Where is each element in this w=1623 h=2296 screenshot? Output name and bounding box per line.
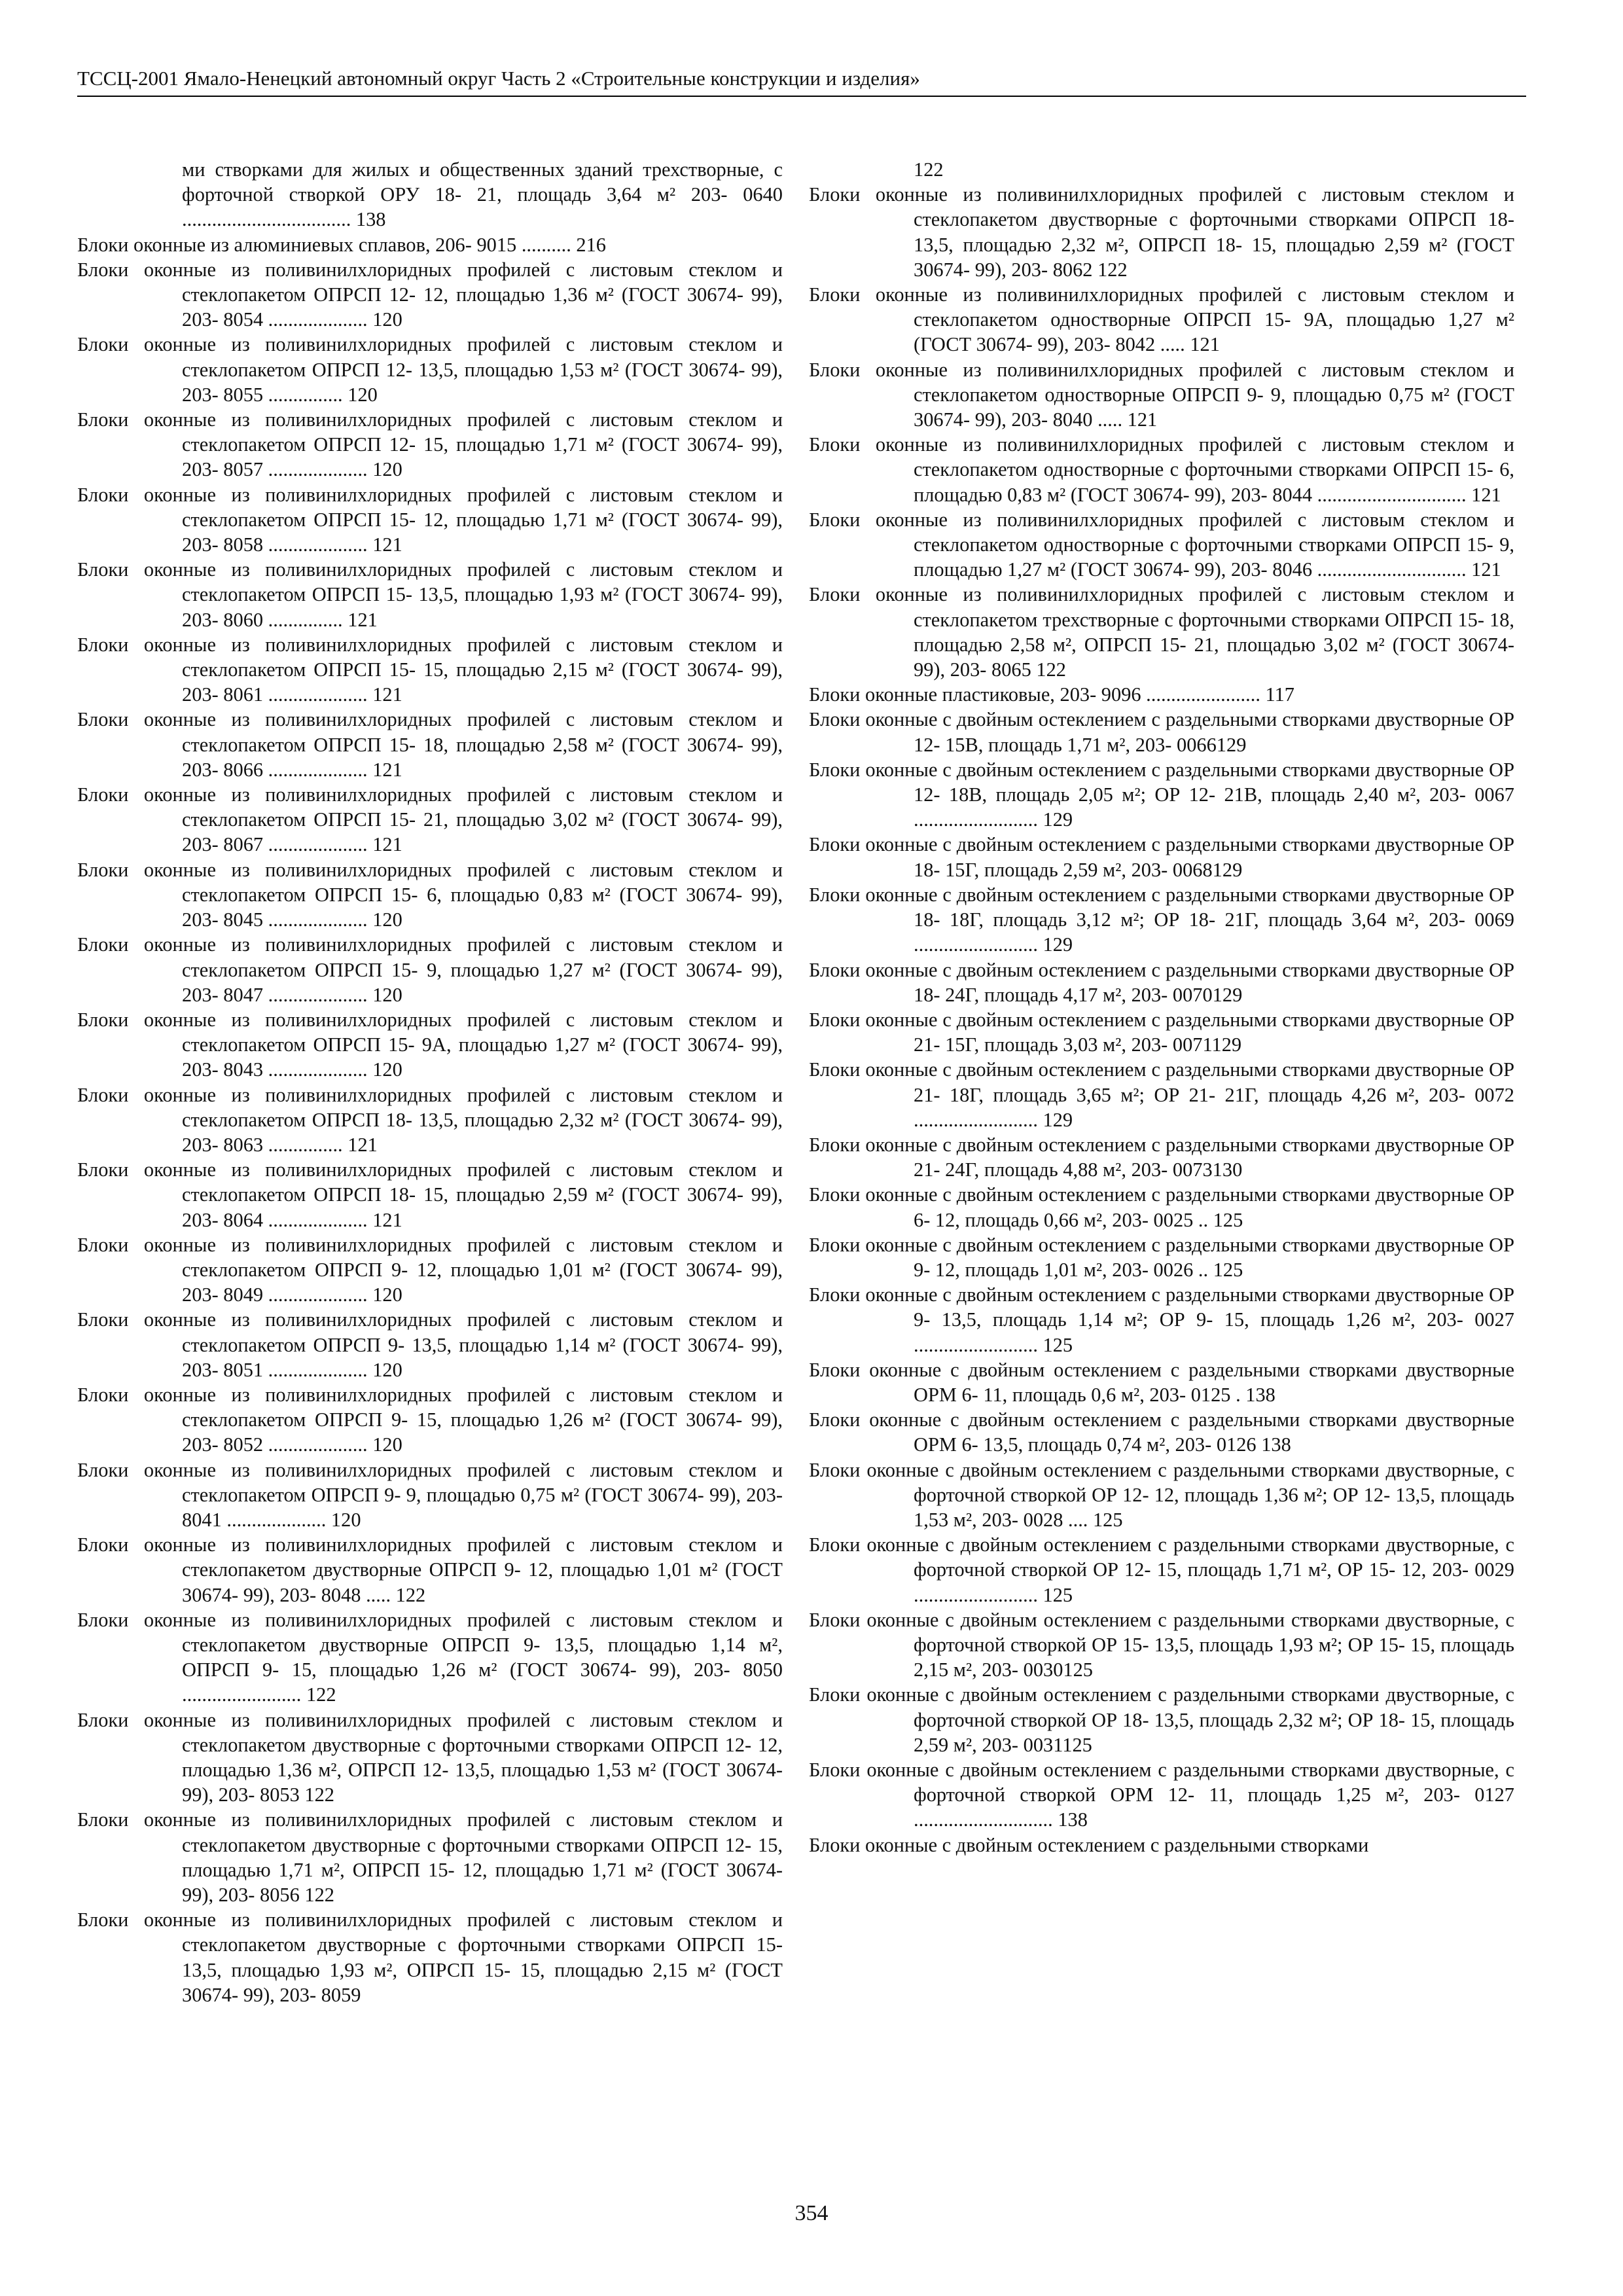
index-entry: Блоки оконные с двойным остеклением с раздельными створками двустворные ОР 9- 13,5, площадь 1,14 м²; ОР 9- 15, площадь 1,26 м², 203- 0027 ......................... 125: [809, 1283, 1514, 1356]
index-entry: Блоки оконные с двойным остеклением с раздельными створками двустворные ОР 18- 18Г, площадь 3,12 м²; ОР 18- 21Г, площадь 3,64 м², 203- 0069 ......................... 129: [809, 883, 1514, 956]
index-entry: Блоки оконные с двойным остеклением с раздельными створками двустворные ОР 21- 24Г, площадь 4,88 м², 203- 0073130: [809, 1133, 1514, 1181]
index-entry: Блоки оконные с двойным остеклением с раздельными створками двустворные ОР 18- 15Г, площадь 2,59 м², 203- 0068129: [809, 833, 1514, 881]
index-entry: Блоки оконные из поливинилхлоридных профилей с листовым стеклом и стеклопакетом одностворные с форточными створками ОПРСП 15- 9, площадью 1,27 м² (ГОСТ 30674- 99), 203- 8046 .............................. 121: [809, 508, 1514, 581]
index-entry: ми створками для жилых и общественных зданий трехстворные, с форточной створкой ОРУ 18- 21, площадь 3,64 м² 203- 0640 .................................. 138: [182, 158, 783, 231]
index-entry: Блоки оконные с двойным остеклением с раздельными створками двустворные ОР 12- 18В, площадь 2,05 м²; ОР 12- 21В, площадь 2,40 м², 203- 0067 ......................... 129: [809, 758, 1514, 831]
index-entry: Блоки оконные из поливинилхлоридных профилей с листовым стеклом и стеклопакетом ОПРСП 9- 12, площадью 1,01 м² (ГОСТ 30674- 99), 203- 8049 .................... 120: [77, 1233, 783, 1306]
index-entry: Блоки оконные из поливинилхлоридных профилей с листовым стеклом и стеклопакетом двустворные ОПРСП 9- 12, площадью 1,01 м² (ГОСТ 30674- 99), 203- 8048 ..... 122: [77, 1534, 783, 1606]
index-entry: Блоки оконные с двойным остеклением с раздельными створками двустворные ОР 21- 18Г, площадь 3,65 м²; ОР 21- 21Г, площадь 4,26 м², 203- 0072 ......................... 129: [809, 1058, 1514, 1131]
index-entry: Блоки оконные с двойным остеклением с раздельными створками: [809, 1833, 1369, 1856]
index-entry: Блоки оконные с двойным остеклением с раздельными створками двустворные ОР 18- 24Г, площадь 4,17 м², 203- 0070129: [809, 958, 1514, 1006]
index-entry: Блоки оконные с двойным остеклением с раздельными створками двустворные ОРМ 6- 11, площадь 0,6 м², 203- 0125 . 138: [809, 1358, 1514, 1406]
index-entry: Блоки оконные с двойным остеклением с раздельными створками двустворные, с форточной створкой ОРМ 12- 11, площадь 1,25 м², 203- 0127 ............................ 138: [809, 1759, 1514, 1831]
index-entry: Блоки оконные из поливинилхлоридных профилей с листовым стеклом и стеклопакетом ОПРСП 18- 15, площадью 2,59 м² (ГОСТ 30674- 99), 203- 8064 .................... 121: [77, 1158, 783, 1231]
index-entry: Блоки оконные из поливинилхлоридных профилей с листовым стеклом и стеклопакетом ОПРСП 15- 6, площадью 0,83 м² (ГОСТ 30674- 99), 203- 8045 .................... 120: [77, 858, 783, 931]
index-entry: Блоки оконные с двойным остеклением с раздельными створками двустворные ОР 21- 15Г, площадь 3,03 м², 203- 0071129: [809, 1008, 1514, 1056]
index-entry: 122: [914, 158, 944, 181]
index-entry: Блоки оконные с двойным остеклением с раздельными створками двустворные ОРМ 6- 13,5, площадь 0,74 м², 203- 0126 138: [809, 1408, 1514, 1456]
index-entry: Блоки оконные из поливинилхлоридных профилей с листовым стеклом и стеклопакетом ОПРСП 15- 15, площадью 2,15 м² (ГОСТ 30674- 99), 203- 8061 .................... 121: [77, 633, 783, 706]
index-entry: Блоки оконные с двойным остеклением с раздельными створками двустворные ОР 6- 12, площадь 0,66 м², 203- 0025 .. 125: [809, 1183, 1514, 1231]
index-entry: Блоки оконные с двойным остеклением с раздельными створками двустворные ОР 12- 15В, площадь 1,71 м², 203- 0066129: [809, 708, 1514, 756]
index-entry: Блоки оконные с двойным остеклением с раздельными створками двустворные, с форточной створкой ОР 15- 13,5, площадь 1,93 м²; ОР 15- 15, площадь 2,15 м², 203- 0030125: [809, 1608, 1514, 1681]
page-number: 354: [794, 2201, 829, 2225]
index-column-right: [809, 157, 1514, 1857]
index-entry: Блоки оконные из поливинилхлоридных профилей с листовым стеклом и стеклопакетом ОПРСП 9- 9, площадью 0,75 м² (ГОСТ 30674- 99), 203- 8041 .................... 120: [77, 1458, 783, 1531]
index-entry: Блоки оконные из поливинилхлоридных профилей с листовым стеклом и стеклопакетом двустворные с форточными створками ОПРСП 12- 15, площадью 1,71 м², ОПРСП 15- 12, площадью 1,71 м² (ГОСТ 30674- 99), 203- 8056 122: [77, 1808, 783, 1907]
index-entry: Блоки оконные пластиковые, 203- 9096 ....................... 117: [809, 683, 1294, 706]
index-entry: Блоки оконные из поливинилхлоридных профилей с листовым стеклом и стеклопакетом двустворные ОПРСП 9- 13,5, площадью 1,14 м², ОПРСП 9- 15, площадью 1,26 м² (ГОСТ 30674- 99), 203- 8050 ........................ 122: [77, 1608, 783, 1706]
index-entry: Блоки оконные из поливинилхлоридных профилей с листовым стеклом и стеклопакетом двустворные с форточными створками ОПРСП 18- 13,5, площадью 2,32 м², ОПРСП 18- 15, площадью 2,59 м² (ГОСТ 30674- 99), 203- 8062 122: [809, 183, 1514, 281]
page-header: ТССЦ-2001 Ямало-Ненецкий автономный округ Часть 2 «Строительные конструкции и изделия»: [77, 65, 1526, 97]
index-entry: Блоки оконные из поливинилхлоридных профилей с листовым стеклом и стеклопакетом одностворные с форточными створками ОПРСП 15- 6, площадью 0,83 м² (ГОСТ 30674- 99), 203- 8044 .............................. 121: [809, 433, 1514, 506]
index-entry: Блоки оконные из поливинилхлоридных профилей с листовым стеклом и стеклопакетом ОПРСП 9- 13,5, площадью 1,14 м² (ГОСТ 30674- 99), 203- 8051 .................... 120: [77, 1308, 783, 1381]
index-entry: Блоки оконные из поливинилхлоридных профилей с листовым стеклом и стеклопакетом одностворные ОПРСП 9- 9, площадью 0,75 м² (ГОСТ 30674- 99), 203- 8040 ..... 121: [809, 358, 1514, 431]
index-entry: Блоки оконные из алюминиевых сплавов, 206- 9015 .......... 216: [77, 233, 606, 256]
index-entry: Блоки оконные из поливинилхлоридных профилей с листовым стеклом и стеклопакетом ОПРСП 15- 18, площадью 2,58 м² (ГОСТ 30674- 99), 203- 8066 .................... 121: [77, 708, 783, 781]
index-column-left: [77, 157, 783, 2007]
index-entry: Блоки оконные из поливинилхлоридных профилей с листовым стеклом и стеклопакетом двустворные с форточными створками ОПРСП 12- 12, площадью 1,36 м², ОПРСП 12- 13,5, площадью 1,53 м² (ГОСТ 30674- 99), 203- 8053 122: [77, 1708, 783, 1806]
index-entry: Блоки оконные из поливинилхлоридных профилей с листовым стеклом и стеклопакетом трехстворные с форточными створками ОПРСП 15- 18, площадью 2,58 м², ОПРСП 15- 21, площадью 3,02 м² (ГОСТ 30674- 99), 203- 8065 122: [809, 583, 1514, 681]
index-entry: Блоки оконные из поливинилхлоридных профилей с листовым стеклом и стеклопакетом двустворные с форточными створками ОПРСП 15- 13,5, площадью 1,93 м², ОПРСП 15- 15, площадью 2,15 м² (ГОСТ 30674- 99), 203- 8059: [77, 1909, 783, 2006]
index-entry: Блоки оконные с двойным остеклением с раздельными створками двустворные, с форточной створкой ОР 12- 12, площадь 1,36 м²; ОР 12- 13,5, площадь 1,53 м², 203- 0028 .... 125: [809, 1458, 1514, 1531]
index-entry: Блоки оконные из поливинилхлоридных профилей с листовым стеклом и стеклопакетом ОПРСП 15- 9, площадью 1,27 м² (ГОСТ 30674- 99), 203- 8047 .................... 120: [77, 933, 783, 1006]
index-entry: Блоки оконные с двойным остеклением с раздельными створками двустворные ОР 9- 12, площадь 1,01 м², 203- 0026 .. 125: [809, 1233, 1514, 1281]
index-entry: Блоки оконные с двойным остеклением с раздельными створками двустворные, с форточной створкой ОР 12- 15, площадь 1,71 м², ОР 15- 12, 203- 0029 ......................... 125: [809, 1534, 1514, 1606]
index-entry: Блоки оконные из поливинилхлоридных профилей с листовым стеклом и стеклопакетом ОПРСП 18- 13,5, площадью 2,32 м² (ГОСТ 30674- 99), 203- 8063 ............... 121: [77, 1083, 783, 1156]
index-entry: Блоки оконные из поливинилхлоридных профилей с листовым стеклом и стеклопакетом ОПРСП 12- 12, площадью 1,36 м² (ГОСТ 30674- 99), 203- 8054 .................... 120: [77, 258, 783, 331]
index-entry: Блоки оконные из поливинилхлоридных профилей с листовым стеклом и стеклопакетом ОПРСП 15- 13,5, площадью 1,93 м² (ГОСТ 30674- 99), 203- 8060 ............... 121: [77, 558, 783, 631]
index-entry: Блоки оконные из поливинилхлоридных профилей с листовым стеклом и стеклопакетом ОПРСП 15- 9А, площадью 1,27 м² (ГОСТ 30674- 99), 203- 8043 .................... 120: [77, 1008, 783, 1081]
index-entry: Блоки оконные из поливинилхлоридных профилей с листовым стеклом и стеклопакетом ОПРСП 15- 21, площадью 3,02 м² (ГОСТ 30674- 99), 203- 8067 .................... 121: [77, 783, 783, 856]
index-entry: Блоки оконные из поливинилхлоридных профилей с листовым стеклом и стеклопакетом одностворные ОПРСП 15- 9А, площадью 1,27 м² (ГОСТ 30674- 99), 203- 8042 ..... 121: [809, 283, 1514, 356]
index-entry: Блоки оконные из поливинилхлоридных профилей с листовым стеклом и стеклопакетом ОПРСП 9- 15, площадью 1,26 м² (ГОСТ 30674- 99), 203- 8052 .................... 120: [77, 1383, 783, 1456]
index-entry: Блоки оконные с двойным остеклением с раздельными створками двустворные, с форточной створкой ОР 18- 13,5, площадь 2,32 м²; ОР 18- 15, площадь 2,59 м², 203- 0031125: [809, 1683, 1514, 1756]
index-entry: Блоки оконные из поливинилхлоридных профилей с листовым стеклом и стеклопакетом ОПРСП 15- 12, площадью 1,71 м² (ГОСТ 30674- 99), 203- 8058 .................... 121: [77, 483, 783, 556]
index-entry: Блоки оконные из поливинилхлоридных профилей с листовым стеклом и стеклопакетом ОПРСП 12- 15, площадью 1,71 м² (ГОСТ 30674- 99), 203- 8057 .................... 120: [77, 408, 783, 481]
index-entry: Блоки оконные из поливинилхлоридных профилей с листовым стеклом и стеклопакетом ОПРСП 12- 13,5, площадью 1,53 м² (ГОСТ 30674- 99), 203- 8055 ............... 120: [77, 333, 783, 406]
